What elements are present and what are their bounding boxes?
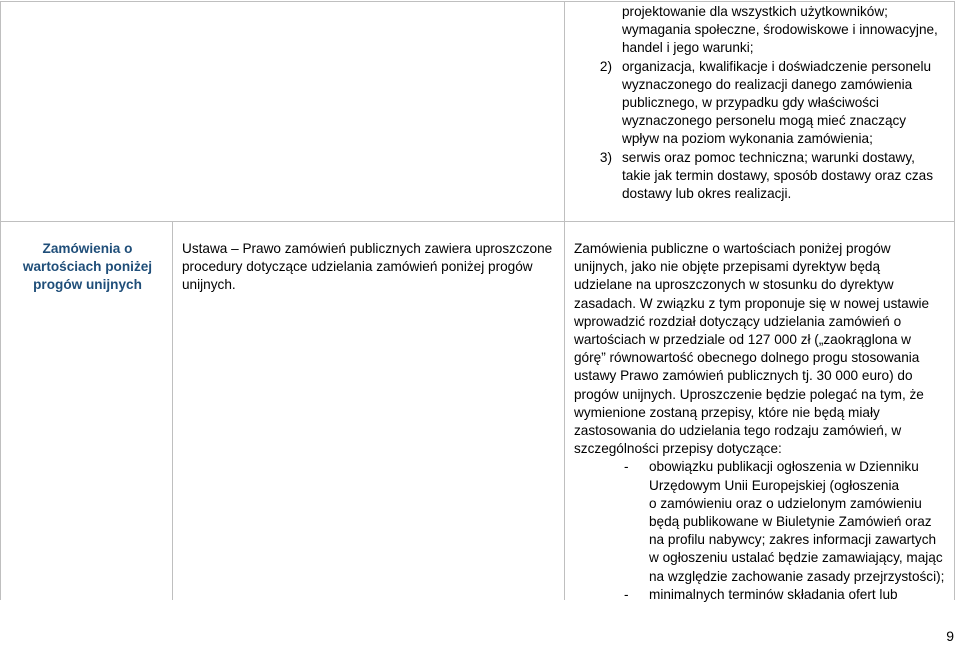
text-line: dostawy lub okres realizacji. (622, 186, 792, 202)
text-line: wymagania społeczne, środowiskowe i innowacyjne, (622, 22, 938, 38)
table-border-top (0, 1, 954, 2)
table-col-divider-1 (172, 221, 173, 600)
table-border-right (954, 1, 955, 600)
numbered-item-3 (584, 149, 954, 167)
text-line: na profilu nabywcy; zakres informacji zawartych (649, 532, 937, 548)
heading-line: Zamówienia o (42, 241, 133, 256)
text-line: udzielane na uproszczonych w stosunku do dyrektyw (574, 277, 894, 293)
text-line: wyznaczonego do realizacji danego zamówienia (622, 76, 913, 92)
text-line: procedury dotyczące udzielania zamówień poniżej progów (182, 259, 533, 275)
text-line: górę” równowartość obecnego dolnego progu stosowania (574, 350, 920, 366)
bullet-item (574, 586, 954, 604)
text-line: o zamówieniu oraz o udzielonym zamówieniu (649, 495, 922, 511)
item-number: 3) (599, 149, 612, 165)
table-border-left (0, 1, 1, 600)
text-line: wprowadzić rozdział dotyczący udzielania zamówień o (574, 313, 902, 329)
text-line: wpływ na poziom wykonania zamówienia; (622, 131, 873, 147)
text-line: serwis oraz pomoc techniczna; warunki dostawy, (622, 149, 915, 165)
text-line: organizacja, kwalifikacje i doświadczenie personelu (622, 58, 932, 74)
text-line: takie jak termin dostawy, sposób dostawy oraz czas (622, 167, 934, 183)
table-row-divider (0, 221, 954, 222)
text-line: unijnych, jako nie objęte przepisami dyrektyw będą (574, 259, 881, 275)
text-line: projektowanie dla wszystkich użytkowników; (622, 4, 888, 19)
text-line: minimalnych terminów składania ofert lub (649, 586, 898, 602)
heading-line: progów unijnych (33, 277, 142, 293)
text-line: wymienione zostaną przepisy, które nie będą miały (574, 404, 880, 420)
text-line: wartościach w przedziale od 127 000 zł („zaokrąglona w (574, 332, 911, 348)
proposal-cell (574, 240, 954, 604)
text-line: handel i jego warunki; (622, 40, 754, 56)
page-number: 9 (946, 628, 954, 644)
current-law-cell (182, 240, 560, 295)
row-heading (10, 240, 165, 295)
text-line: obowiązku publikacji ogłoszenia w Dzienniku (649, 459, 919, 475)
text-line: szczególności przepisy dotyczące: (574, 441, 782, 457)
bullet-dash: - (624, 459, 629, 475)
text-line: będą publikowane w Biuletynie Zamówień oraz (649, 514, 932, 530)
text-line: zastosowania do udzielania tego rodzaju zamówień, w (574, 423, 902, 439)
table-col-divider-2 (564, 1, 565, 600)
text-line: na względzie zachowanie zasady przejrzystości); (649, 568, 945, 584)
heading-line: wartościach poniżej (22, 259, 153, 275)
text-line: ustawy Prawo zamówień publicznych tj. 30 000 euro) do (574, 368, 913, 384)
bullet-item (574, 458, 954, 476)
text-line: Ustawa – Prawo zamówień publicznych zawiera uproszczone (182, 241, 553, 256)
text-line: progów unijnych. Uproszczenie będzie polegać na tym, że (574, 386, 924, 402)
text-line: zasadach. W związku z tym proponuje się w nowej ustawie (574, 295, 930, 311)
numbered-item-2 (584, 58, 954, 76)
text-line: w ogłoszeniu ustalać będzie zamawiający, mając (649, 550, 943, 566)
text-line: Urzędowym Unii Europejskiej (ogłoszenia (649, 477, 900, 493)
item-number: 2) (599, 58, 612, 74)
text-line: Zamówienia publiczne o wartościach poniżej progów (574, 241, 891, 256)
text-line: publicznego, w przypadku gdy właściwości (622, 95, 879, 111)
text-line: wyznaczonego personelu mogą mieć znaczący (622, 113, 907, 129)
bullet-dash: - (624, 586, 629, 602)
top-cell-text (584, 3, 954, 203)
text-line: unijnych. (182, 277, 236, 293)
